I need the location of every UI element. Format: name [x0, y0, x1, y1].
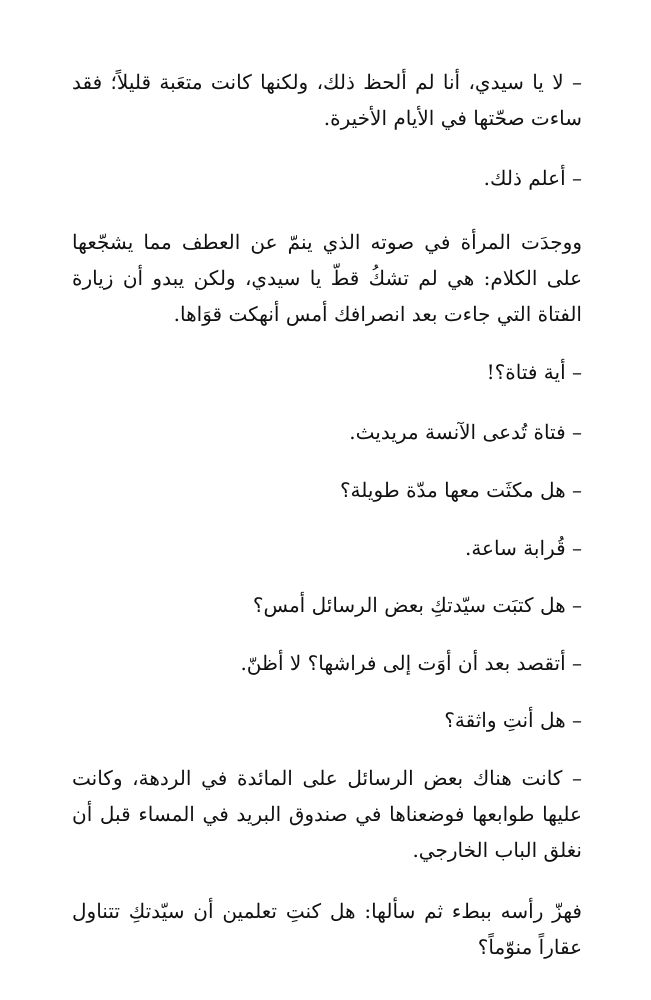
- paragraph-11: – كانت هناك بعض الرسائل على المائدة في الردهة، وكانت عليها طوابعها فوضعناها في صندوق البريد في المساء قبل أن نغلق الباب الخارجي.: [72, 766, 582, 862]
- paragraph-12: فهزّ رأسه ببطء ثم سألها: هل كنتِ تعلمين أن سيّدتكِ تتناول عقاراً منوّماً؟: [72, 899, 582, 959]
- paragraph-3: ووجدَت المرأة في صوته الذي ينمّ عن العطف مما يشجّعها على الكلام: هي لم تشكُ قطّ يا سيدي، ولكن يبدو أن زيارة الفتاة التي جاءت بعد انصرافك أمس أنهكت قوَاها.: [72, 230, 582, 326]
- paragraph-4: – أية فتاة؟!: [486, 360, 582, 384]
- paragraph-5: – فتاة تُدعى الآنسة مريديث.: [349, 420, 582, 444]
- paragraph-6: – هل مكثَت معها مدّة طويلة؟: [339, 478, 582, 502]
- paragraph-7: – قُرابة ساعة.: [464, 536, 582, 560]
- paragraph-1: – لا يا سيدي، أنا لم ألحظ ذلك، ولكنها كانت متعَبة قليلاً؛ فقد ساءت صحّتها في الأيام الأخيرة.: [72, 70, 582, 130]
- paragraph-9: – أتقصد بعد أن أوَت إلى فراشها؟ لا أظنّ.: [240, 651, 582, 675]
- paragraph-2: – أعلم ذلك.: [483, 166, 582, 190]
- paragraph-8: – هل كتبَت سيّدتكِ بعض الرسائل أمس؟: [252, 593, 582, 617]
- paragraph-10: – هل أنتِ واثقة؟: [444, 708, 582, 732]
